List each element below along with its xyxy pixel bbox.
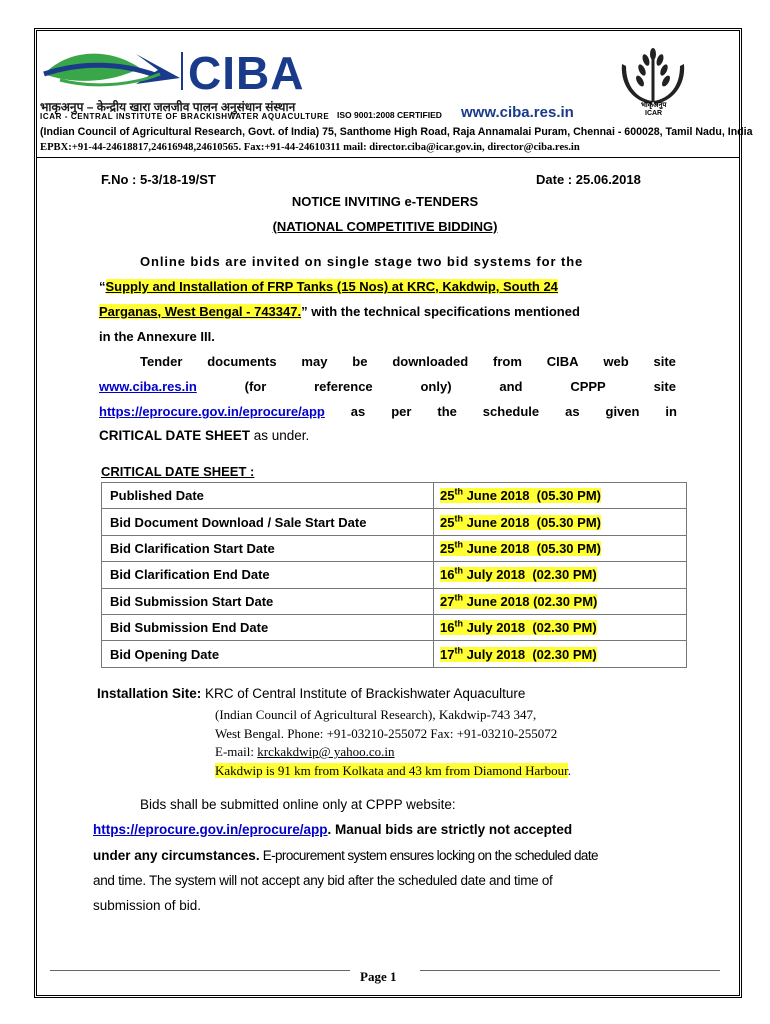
tender-subject-part2: Parganas, West Bengal - 743347. [99,304,302,319]
para1-line2 [99,274,558,299]
date-suffix: th [454,486,463,497]
date-value-highlight [440,541,601,556]
para2-line3 [99,399,677,424]
date-label: Bid Submission Start Date [102,588,434,614]
date-row [102,641,687,667]
date-suffix: th [454,566,463,577]
para1-line3-rest: ” with the technical specifications mentioned [301,304,580,319]
word: schedule [482,404,540,419]
file-number: F.No : 5-3/18-19/ST [101,172,216,187]
date-rest: June 2018 (05.30 PM) [462,514,601,530]
date-value-highlight [440,567,597,582]
date-value [434,535,687,561]
word: be [352,354,368,369]
krc-email-link[interactable]: krckakdwip@ yahoo.co.in [257,744,395,759]
date-row [102,614,687,640]
installation-line5 [215,762,571,781]
date-value [434,483,687,509]
word: in [665,404,677,419]
date-day: 16 [440,567,455,583]
word: web [603,354,629,369]
header-divider [37,157,739,158]
word: CPPP [570,379,606,394]
date-suffix: th [454,592,463,603]
critical-date-heading: CRITICAL DATE SHEET : [101,464,255,479]
submission-line2 [93,822,572,837]
date-label: Bid Document Download / Sale Start Date [102,509,434,535]
date-value [434,509,687,535]
ciba-logo-text: CIBA [188,47,305,99]
eprocure-link[interactable]: https://eprocure.gov.in/eprocure/app [99,404,325,419]
installation-label: Installation Site: [97,686,202,701]
date-row [102,562,687,588]
date-value [434,641,687,667]
installation-address [215,706,571,780]
date-value-highlight [440,647,597,662]
word: documents [207,354,277,369]
ciba-website-link[interactable]: www.ciba.res.in [99,379,197,394]
date-value [434,588,687,614]
word: from [493,354,522,369]
word: as [565,404,580,419]
word: given [605,404,640,419]
date-value-highlight [440,620,597,635]
page-number: Page 1 [360,969,397,984]
date-suffix: th [454,539,463,550]
word: and [499,379,523,394]
date-rest: July 2018 (02.30 PM) [462,567,597,583]
submission-line3-rest: E-procurement system ensures locking on the scheduled date [259,848,598,863]
icar-label-hindi: भाकृअनुप [641,102,667,109]
word: as [350,404,366,419]
icar-emblem-icon [616,46,690,106]
date-value-highlight [440,594,597,609]
footer-rule-left [50,970,350,971]
date-label: Bid Clarification Start Date [102,535,434,561]
submission-line3 [93,848,598,863]
word: site [653,379,676,394]
installation-line4 [215,743,571,762]
date-rest: July 2018 (02.30 PM) [462,646,597,662]
tender-subject-part1: Supply and Installation of FRP Tanks (15 Nos) at KRC, Kakdwip, South 24 [105,279,558,294]
date-label: Bid Opening Date [102,641,434,667]
date-rest: June 2018 (05.30 PM) [462,488,601,504]
date-value [434,614,687,640]
iso-certification: ISO 9001:2008 CERTIFIED [337,110,442,120]
para2-line2 [99,374,676,399]
date-value-highlight [440,488,601,503]
period: . [567,762,571,778]
date-row [102,509,687,535]
para2-line1 [140,349,676,374]
ciba-fish-logo [40,44,190,92]
quote-open: “ [99,279,106,294]
installation-line2: (Indian Council of Agricultural Research), Kakdwip-743 347, [215,707,537,722]
para1-line1-text: Online bids are invited on single stage two bid systems for the [140,254,584,269]
date-rest: June 2018 (05.30 PM) [462,540,601,556]
date-rest: June 2018 (02.30 PM) [462,593,598,609]
submission-line2-bold: . Manual bids are strictly not accepted [327,822,573,837]
word: site [653,354,676,369]
para2-line4 [99,428,309,443]
date-day: 27 [440,593,455,609]
submission-line1: Bids shall be submitted online only at CPPP website: [140,797,456,812]
institute-address: (Indian Council of Agricultural Research, Govt. of India) 75, Santhome High Road, Raja Annamalai Puram, Chennai - 600028, Tamil Nadu, India [40,126,753,138]
institute-name: ICAR - CENTRAL INSTITUTE OF BRACKISHWATER AQUACULTURE [40,112,330,121]
institute-name-hindi: भाकृअनुप – केन्द्रीय खारा जलजीव पालन अनुसंधान संस्थान [40,100,296,114]
date-label: Bid Submission End Date [102,614,434,640]
date-day: 16 [440,620,455,636]
distance-note: Kakdwip is 91 km from Kolkata and 43 km from Diamond Harbour [215,762,568,778]
notice-subtitle: (NATIONAL COMPETITIVE BIDDING) [272,219,498,234]
date-row [102,483,687,509]
word: Tender [140,354,183,369]
installation-line3: West Bengal. Phone: +91-03210-255072 Fax: +91-03210-255072 [215,725,558,741]
word: (for [244,379,267,394]
word: downloaded [392,354,469,369]
para1-line3 [99,299,580,324]
critical-dates-table [101,482,687,668]
para1-line1 [140,249,678,274]
date-day: 25 [440,488,455,504]
date-value-highlight [440,515,601,530]
word: per [391,404,412,419]
date-suffix: th [454,645,463,656]
cds-inline: CRITICAL DATE SHEET [99,428,251,443]
date-day: 17 [440,646,455,662]
submission-line3-bold: under any circumstances. [93,848,260,863]
submission-line5: submission of bid. [93,898,202,913]
email-label: E-mail: [215,744,258,759]
date-label: Published Date [102,483,434,509]
word: the [437,404,457,419]
word: only) [420,379,452,394]
date-value [434,562,687,588]
word: CIBA [546,354,579,369]
logo-divider [181,52,183,90]
contact-line: EPBX:+91-44-24618817,24616948,24610565. Fax:+91-44-24610311 mail: director.ciba@icar.gov.in, director@ciba.res.in [40,142,580,153]
date-row [102,588,687,614]
footer-rule-right [420,970,720,971]
installation-site [97,686,525,701]
para1-line4: in the Annexure III. [99,329,215,344]
date-suffix: th [454,618,463,629]
para2-line4-rest: as under. [250,428,310,443]
date-day: 25 [440,514,455,530]
date-rest: July 2018 (02.30 PM) [462,620,597,636]
date-day: 25 [440,540,455,556]
notice-date: Date : 25.06.2018 [536,172,641,187]
word: reference [314,379,373,394]
date-suffix: th [454,513,463,524]
submission-line4: and time. The system will not accept any bid after the scheduled date and time of [93,873,553,888]
cppp-link[interactable]: https://eprocure.gov.in/eprocure/app [93,822,328,837]
notice-title: NOTICE INVITING e-TENDERS [291,194,479,209]
icar-label: ICAR [645,110,663,117]
date-row [102,535,687,561]
installation-value: KRC of Central Institute of Brackishwater Aquaculture [201,686,526,701]
website-link[interactable]: www.ciba.res.in [461,104,574,121]
word: may [301,354,328,369]
date-label: Bid Clarification End Date [102,562,434,588]
